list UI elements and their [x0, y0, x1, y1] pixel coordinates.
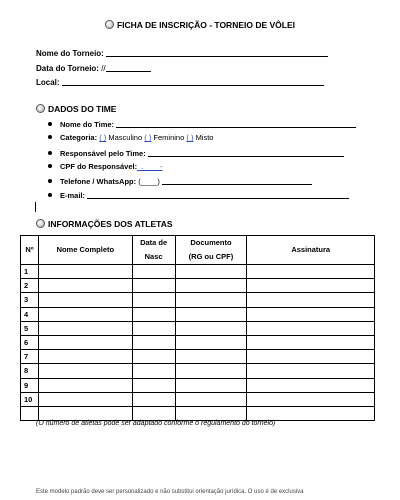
row-number-cell: 3: [21, 293, 39, 307]
col-signature-header: [247, 236, 375, 265]
tournament-name-label: Nome do Torneio:: [36, 49, 104, 58]
row-signature-cell[interactable]: [247, 307, 375, 321]
athletes-note: (O número de atletas pode ser adaptado conforme o regulamento do torneio): [36, 420, 276, 427]
row-name-cell[interactable]: [38, 406, 132, 420]
col-document-header: [175, 236, 247, 265]
tournament-date-value: //: [101, 64, 106, 73]
row-number-cell: 8: [21, 364, 39, 378]
table-row: [21, 350, 375, 364]
col-document-line2: (RG ou CPF): [188, 252, 234, 261]
row-birthdate-cell[interactable]: [132, 350, 175, 364]
row-name-cell[interactable]: [38, 265, 132, 279]
row-signature-cell[interactable]: [247, 293, 375, 307]
row-name-cell[interactable]: [38, 335, 132, 349]
row-name-cell[interactable]: [38, 392, 132, 406]
row-document-cell[interactable]: [175, 364, 247, 378]
phone-area-code[interactable]: (____): [138, 177, 160, 187]
category-misto-checkbox[interactable]: ( ): [186, 133, 194, 143]
row-number-cell: 5: [21, 321, 39, 335]
row-birthdate-cell[interactable]: [132, 307, 175, 321]
bullet-icon: [48, 135, 52, 139]
team-name-label: Nome do Time:: [60, 120, 115, 129]
category-item: [48, 133, 356, 147]
row-number-cell: 6: [21, 335, 39, 349]
row-number-cell: 9: [21, 378, 39, 392]
responsible-item[interactable]: [48, 148, 356, 162]
table-row: [21, 279, 375, 293]
row-name-cell[interactable]: [38, 279, 132, 293]
row-document-cell[interactable]: [175, 378, 247, 392]
row-signature-cell[interactable]: [247, 350, 375, 364]
row-document-cell[interactable]: [175, 293, 247, 307]
table-row: [21, 378, 375, 392]
email-line[interactable]: [87, 190, 349, 199]
col-birthdate-line1: Data de: [140, 238, 168, 247]
row-name-cell[interactable]: [38, 293, 132, 307]
col-birthdate-header: [132, 236, 175, 265]
location-line[interactable]: [62, 77, 324, 86]
row-birthdate-cell[interactable]: [132, 321, 175, 335]
phone-line[interactable]: [162, 176, 312, 185]
bullet-icon: [48, 151, 52, 155]
row-document-cell[interactable]: [175, 392, 247, 406]
table-row: [21, 406, 375, 420]
phone-label: Telefone / WhatsApp:: [60, 177, 137, 187]
row-birthdate-cell[interactable]: [132, 279, 175, 293]
row-name-cell[interactable]: [38, 378, 132, 392]
phone-item[interactable]: [48, 176, 356, 190]
row-number-cell: 1: [21, 265, 39, 279]
row-signature-cell[interactable]: [247, 321, 375, 335]
team-section-heading: [36, 104, 116, 114]
disclaimer-footer: Este modelo padrão deve ser personalizado e não substitui orientação jurídica. O uso é de exclusiva: [36, 489, 304, 495]
bullet-icon: [48, 193, 52, 197]
table-row: [21, 335, 375, 349]
row-birthdate-cell[interactable]: [132, 392, 175, 406]
email-label: E-mail:: [60, 191, 86, 201]
category-misto-label: Misto: [195, 133, 214, 143]
row-document-cell[interactable]: [175, 279, 247, 293]
volleyball-icon: [36, 219, 45, 228]
category-masculino-label: Masculino: [108, 133, 143, 143]
category-label: Categoria:: [60, 133, 98, 143]
row-document-cell[interactable]: [175, 265, 247, 279]
table-row: [21, 307, 375, 321]
location-field[interactable]: [36, 77, 324, 87]
row-document-cell[interactable]: [175, 350, 247, 364]
category-feminino-label: Feminino: [153, 133, 185, 143]
row-document-cell[interactable]: [175, 321, 247, 335]
responsible-line[interactable]: [148, 148, 344, 157]
athletes-table: [20, 235, 375, 421]
table-row: [21, 364, 375, 378]
volleyball-icon: [105, 20, 114, 29]
category-masculino-checkbox[interactable]: ( ): [99, 133, 107, 143]
form-title: [0, 20, 400, 30]
bullet-icon: [48, 122, 52, 126]
row-birthdate-cell[interactable]: [132, 293, 175, 307]
col-name-header: [38, 236, 132, 265]
table-row: [21, 265, 375, 279]
category-feminino-checkbox[interactable]: ( ): [144, 133, 152, 143]
volleyball-icon: [36, 104, 45, 113]
col-number-header: [21, 236, 39, 265]
tournament-date-label: Data do Torneio:: [36, 64, 99, 73]
row-birthdate-cell[interactable]: [132, 364, 175, 378]
row-document-cell[interactable]: [175, 406, 247, 420]
table-row: [21, 392, 375, 406]
text-cursor: [35, 202, 36, 212]
row-signature-cell[interactable]: [247, 279, 375, 293]
row-birthdate-cell[interactable]: [132, 335, 175, 349]
row-number-cell: 7: [21, 350, 39, 364]
team-name-line[interactable]: [116, 119, 356, 128]
bullet-icon: [48, 164, 52, 168]
team-name-item[interactable]: [48, 119, 356, 133]
cpf-value[interactable]: _.____-: [137, 161, 163, 171]
form-title-text: FICHA DE INSCRIÇÃO - TORNEIO DE VÔLEI: [116, 20, 296, 30]
row-signature-cell[interactable]: [247, 265, 375, 279]
row-signature-cell[interactable]: [247, 335, 375, 349]
row-signature-cell[interactable]: [247, 364, 375, 378]
tournament-name-field[interactable]: [36, 48, 328, 58]
table-row: [21, 293, 375, 307]
col-document-line1: Documento: [190, 238, 232, 247]
table-row: [21, 321, 375, 335]
row-signature-cell[interactable]: [247, 392, 375, 406]
cpf-label: CPF do Responsável:: [60, 161, 138, 171]
email-item[interactable]: [48, 190, 356, 204]
bullet-icon: [48, 179, 52, 183]
team-data-list: [48, 119, 356, 205]
athletes-table-header: [21, 236, 375, 265]
col-name-text: Nome Completo: [56, 245, 115, 254]
row-birthdate-cell[interactable]: [132, 406, 175, 420]
row-document-cell[interactable]: [175, 335, 247, 349]
tournament-date-field[interactable]: [36, 63, 151, 73]
responsible-label: Responsável pelo Time:: [60, 148, 146, 158]
row-number-cell: 2: [21, 279, 39, 293]
row-signature-cell[interactable]: [247, 378, 375, 392]
row-name-cell[interactable]: [38, 364, 132, 378]
tournament-date-line[interactable]: [106, 63, 151, 72]
cpf-item[interactable]: [48, 162, 356, 176]
row-number-cell: 4: [21, 307, 39, 321]
athletes-section-heading: [36, 219, 173, 229]
row-number-cell: 10: [21, 392, 39, 406]
row-document-cell[interactable]: [175, 307, 247, 321]
row-number-cell: [21, 406, 39, 420]
row-signature-cell[interactable]: [247, 406, 375, 420]
row-birthdate-cell[interactable]: [132, 378, 175, 392]
col-number-text: Nº: [25, 245, 34, 254]
col-birthdate-line2: Nasc: [144, 252, 163, 261]
location-label: Local:: [36, 78, 60, 87]
row-birthdate-cell[interactable]: [132, 265, 175, 279]
row-name-cell[interactable]: [38, 307, 132, 321]
athletes-heading-text: INFORMAÇÕES DOS ATLETAS: [48, 219, 173, 229]
team-heading-text: DADOS DO TIME: [48, 104, 117, 114]
row-name-cell[interactable]: [38, 350, 132, 364]
col-signature-text: Assinatura: [291, 245, 331, 254]
row-name-cell[interactable]: [38, 321, 132, 335]
tournament-name-line[interactable]: [106, 48, 328, 57]
